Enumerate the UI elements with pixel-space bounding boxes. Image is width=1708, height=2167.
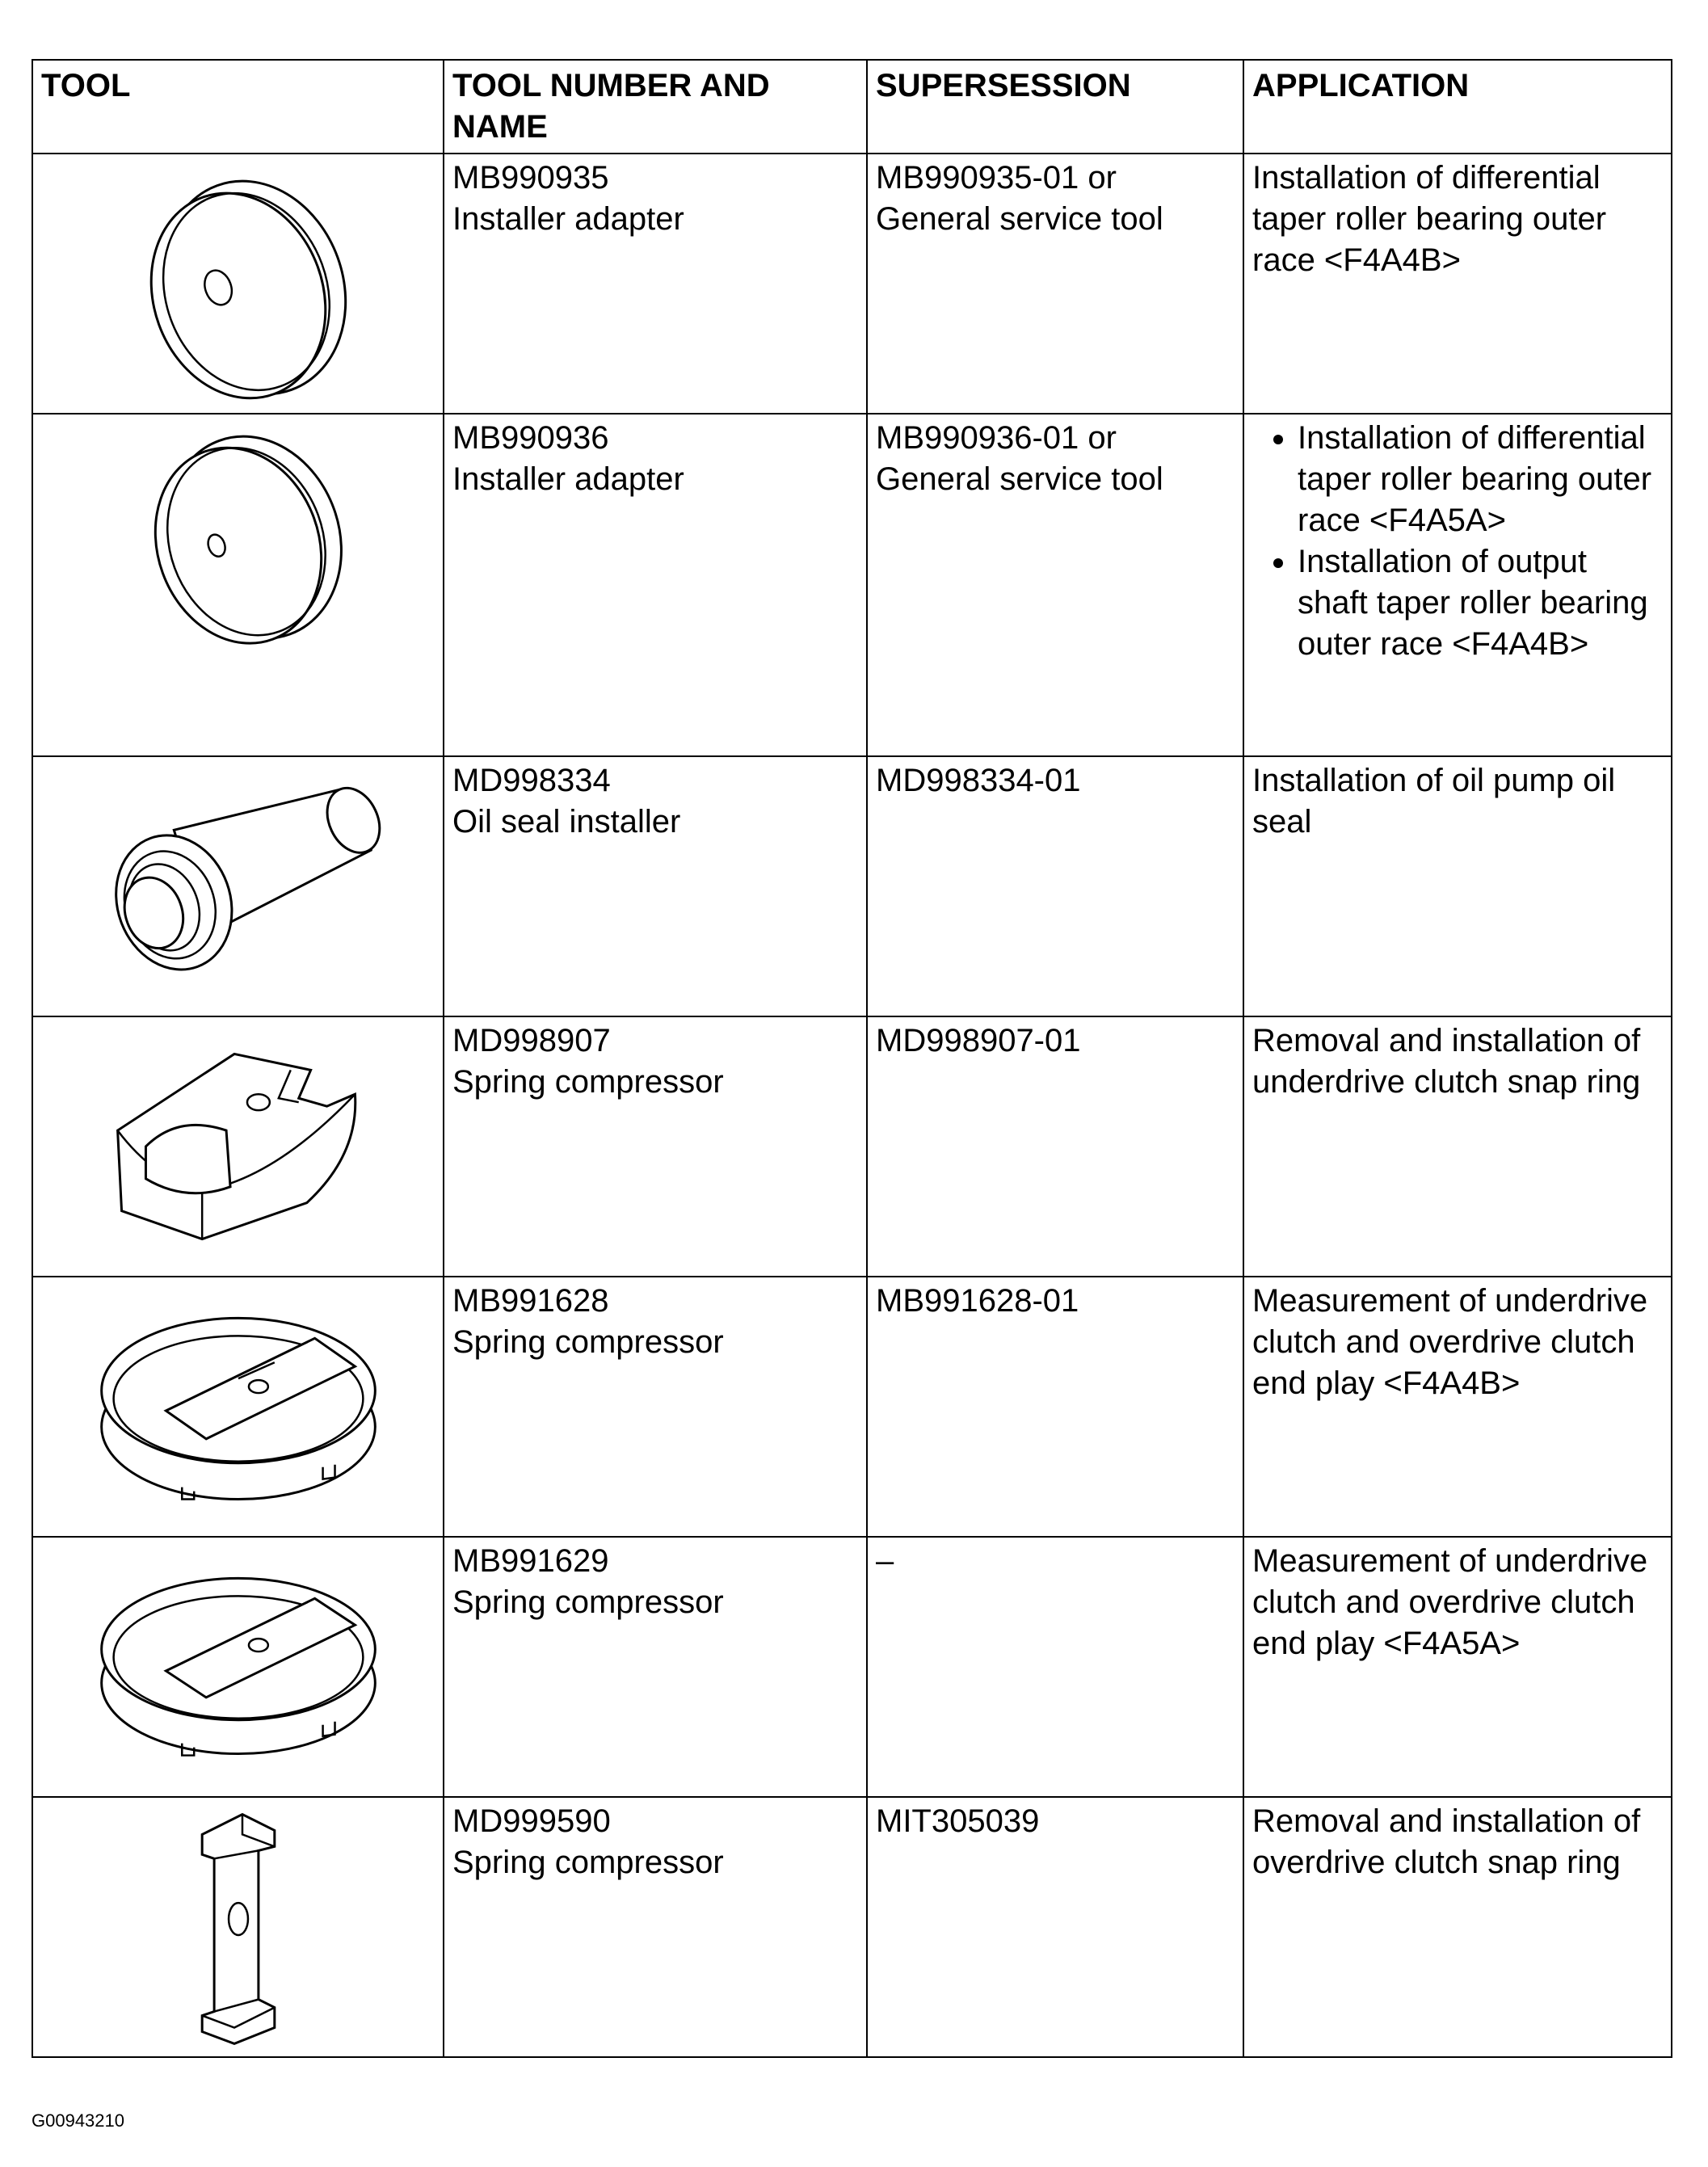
- spring-compressor-ring-icon: [33, 1538, 443, 1793]
- tool-number: MD998907: [452, 1023, 611, 1058]
- spring-compressor-ring-icon: [33, 1277, 443, 1533]
- application-list: [1252, 418, 1663, 665]
- tool-illustration-cell: [32, 756, 444, 1016]
- table-row: [32, 154, 1672, 414]
- application-cell: [1243, 414, 1672, 756]
- tool-number: MD998334: [452, 763, 611, 798]
- supersession-cell: [867, 1797, 1243, 2057]
- tool-number: MB990935: [452, 160, 609, 196]
- tool-number: MD999590: [452, 1803, 611, 1839]
- tool-illustration-cell: [32, 1016, 444, 1277]
- tool-illustration-cell: [32, 1277, 444, 1537]
- supersession-line: MB990936-01 or: [876, 420, 1117, 456]
- application-item: • Installation of output shaft taper roller bearing outer race <F4A4B>: [1298, 541, 1663, 665]
- supersession-line: –: [876, 1543, 894, 1579]
- header-tool: TOOL: [32, 60, 444, 154]
- supersession-cell: [867, 154, 1243, 414]
- oil-seal-installer-icon: [33, 757, 443, 1012]
- supersession-line: General service tool: [876, 201, 1163, 237]
- tool-number-name-cell: [444, 1277, 867, 1537]
- tool-number-name-cell: [444, 414, 867, 756]
- table-row: [32, 414, 1672, 756]
- tool-number: MB991628: [452, 1283, 609, 1319]
- supersession-cell: [867, 1537, 1243, 1797]
- supersession-line: MB991628-01: [876, 1283, 1079, 1319]
- tool-illustration-cell: [32, 414, 444, 756]
- tool-name: Installer adapter: [452, 201, 684, 237]
- supersession-line: General service tool: [876, 461, 1163, 497]
- supersession-line: MD998334-01: [876, 763, 1081, 798]
- spring-compressor-block-icon: [33, 1017, 443, 1273]
- table-row: [32, 1537, 1672, 1797]
- special-tools-table: [32, 59, 1672, 2058]
- tool-illustration-cell: [32, 1537, 444, 1797]
- tool-number: MB990936: [452, 420, 609, 456]
- tool-number-name-cell: [444, 1016, 867, 1277]
- application-cell: Installation of oil pump oil seal: [1243, 756, 1672, 1016]
- table-row: [32, 1016, 1672, 1277]
- tool-number: MB991629: [452, 1543, 609, 1579]
- tool-number-name-cell: [444, 1797, 867, 2057]
- application-cell: Measurement of underdrive clutch and overdrive clutch end play <F4A4B>: [1243, 1277, 1672, 1537]
- tool-illustration-cell: [32, 1797, 444, 2057]
- tool-name: Spring compressor: [452, 1324, 724, 1360]
- supersession-cell: [867, 1016, 1243, 1277]
- table-row: [32, 1797, 1672, 2057]
- header-application: APPLICATION: [1243, 60, 1672, 154]
- supersession-cell: [867, 1277, 1243, 1537]
- installer-adapter-disc-icon: [33, 414, 443, 752]
- tool-name: Oil seal installer: [452, 804, 681, 839]
- application-cell: Measurement of underdrive clutch and overdrive clutch end play <F4A5A>: [1243, 1537, 1672, 1797]
- header-supersession: SUPERSESSION: [867, 60, 1243, 154]
- supersession-line: MB990935-01 or: [876, 160, 1117, 196]
- header-tool-number-and-name: TOOL NUMBER AND NAME: [444, 60, 867, 154]
- tool-name: Spring compressor: [452, 1845, 724, 1880]
- application-cell: Removal and installation of underdrive clutch snap ring: [1243, 1016, 1672, 1277]
- application-cell: Installation of differential taper roller bearing outer race <F4A4B>: [1243, 154, 1672, 414]
- figure-id: G00943210: [32, 2110, 124, 2131]
- table-row: [32, 1277, 1672, 1537]
- tool-number-name-cell: [444, 756, 867, 1016]
- tool-number-name-cell: [444, 154, 867, 414]
- tool-number-name-cell: [444, 1537, 867, 1797]
- table-row: [32, 756, 1672, 1016]
- supersession-cell: [867, 414, 1243, 756]
- tool-illustration-cell: [32, 154, 444, 414]
- installer-adapter-disc-icon: [33, 154, 443, 410]
- tool-name: Spring compressor: [452, 1584, 724, 1620]
- tool-name: Spring compressor: [452, 1064, 724, 1100]
- header-row: [32, 60, 1672, 154]
- application-item: • Installation of differential taper roller bearing outer race <F4A5A>: [1298, 418, 1663, 541]
- supersession-line: MD998907-01: [876, 1023, 1081, 1058]
- supersession-line: MIT305039: [876, 1803, 1040, 1839]
- application-cell: Removal and installation of overdrive clutch snap ring: [1243, 1797, 1672, 2057]
- tool-name: Installer adapter: [452, 461, 684, 497]
- spring-compressor-bracket-icon: [33, 1798, 443, 2053]
- supersession-cell: [867, 756, 1243, 1016]
